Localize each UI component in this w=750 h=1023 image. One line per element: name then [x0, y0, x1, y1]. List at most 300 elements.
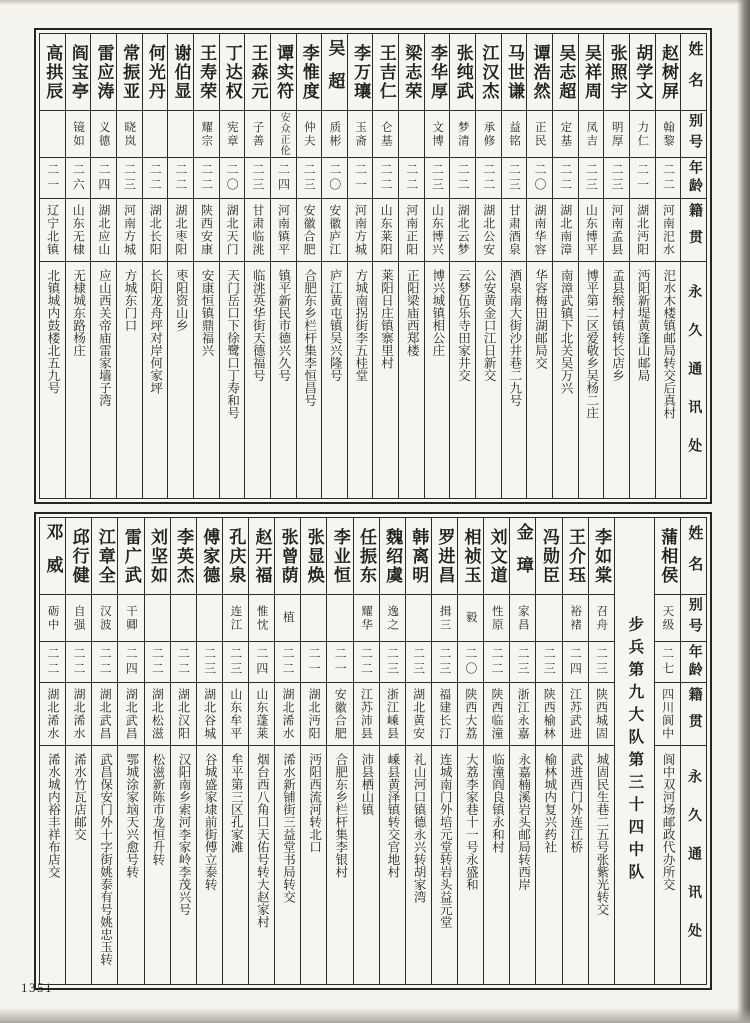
name-cell: 任振东: [354, 518, 379, 595]
alias-cell: 耀华: [354, 595, 379, 642]
address-cell: 天门岳口下徐鹭口丁寿和号: [225, 269, 240, 419]
age-cell: 二四: [91, 158, 116, 199]
name-cell: 雷应涛: [91, 34, 116, 111]
header-cell: 别号: [681, 595, 706, 642]
origin-cell: 河南汜水: [656, 199, 681, 262]
entry-column: [326, 518, 352, 984]
address-cell: 南漳武镇下北关吴万兴: [559, 269, 574, 394]
scan-edge-top: [0, 0, 750, 5]
age-cell: 二二: [354, 642, 379, 683]
address-cell: 临潼阎良镇永和村: [490, 753, 505, 853]
origin-cell: 山东牟平: [223, 683, 248, 746]
address-cell: 博平第二区爱敬乡吴杨二庄: [584, 269, 599, 419]
section-title-column: [614, 518, 654, 984]
alias-cell: [171, 595, 196, 642]
entry-column: [588, 518, 614, 984]
origin-cell: 安徽庐江: [322, 199, 347, 262]
name-cell: 丁达权: [220, 34, 245, 111]
entry-column: [219, 34, 245, 498]
name-cell: 李华厚: [425, 34, 450, 111]
alias-cell: 毅: [458, 595, 483, 642]
origin-cell: 河南正阳: [399, 199, 424, 262]
address-cell: 云梦伍乐寺田家井交: [456, 269, 471, 382]
address-cell: 榆林城内复兴药社: [542, 753, 557, 853]
origin-cell: 河南镇平: [271, 199, 296, 262]
age-cell: 二一: [327, 642, 352, 683]
header-column: [680, 34, 706, 498]
age-cell: 二三: [223, 642, 248, 683]
address-cell: 嵊县黄泽镇转交官地村: [385, 753, 400, 878]
alias-cell: [406, 595, 431, 642]
name-cell: 胡学文: [630, 34, 655, 111]
address-cell: 正阳梁庙西郑楼: [405, 269, 420, 357]
age-cell: 二三: [245, 158, 270, 199]
address-cell: 礼山河口镇德永兴转胡家湾: [412, 753, 427, 903]
entry-column: [457, 518, 483, 984]
origin-cell: 陕西安康: [194, 199, 219, 262]
name-cell: 冯勋臣: [536, 518, 561, 595]
roster-grid: [39, 517, 707, 985]
entry-column: [90, 34, 116, 498]
name-cell: 蒲相侯: [655, 518, 680, 595]
name-cell: 常振亚: [117, 34, 142, 111]
header-cell: 永久通讯处: [686, 283, 702, 477]
name-cell: 谢伯显: [168, 34, 193, 111]
header-cell: 籍贯: [681, 199, 706, 262]
age-cell: 二四: [118, 642, 143, 683]
name-cell: 吴超: [322, 34, 347, 111]
entry-column: [509, 518, 535, 984]
address-cell: 方城东门口: [122, 269, 137, 332]
origin-cell: 湖北枣阳: [168, 199, 193, 262]
origin-cell: 湖北汉阳: [171, 683, 196, 746]
origin-cell: 山东蓬莱: [249, 683, 274, 746]
origin-cell: 湖北云梦: [450, 199, 475, 262]
alias-cell: 凤吉: [579, 111, 604, 158]
alias-cell: 惟忱: [249, 595, 274, 642]
alias-cell: 定基: [553, 111, 578, 158]
address-cell: 合肥东乡栏杆集李恒昌号: [302, 269, 317, 407]
name-cell: 高拱辰: [40, 34, 65, 111]
age-cell: 二二: [476, 158, 501, 199]
name-cell: 李万瓖: [348, 34, 373, 111]
name-cell: 王吉仁: [373, 34, 398, 111]
name-cell: 刘文道: [484, 518, 509, 595]
header-cell: 姓名: [681, 518, 706, 595]
age-cell: 二三: [380, 642, 405, 683]
address-cell: 连城南门外培元堂转岩头益元堂: [438, 753, 453, 928]
name-cell: 张曾荫: [275, 518, 300, 595]
address-cell: 阆中双河场邮政代办所交: [661, 753, 676, 891]
alias-cell: [536, 595, 561, 642]
name-cell: 李英杰: [171, 518, 196, 595]
origin-cell: 湖北应山: [91, 199, 116, 262]
entry-column: [526, 34, 552, 498]
address-cell: 浠水城内裕丰祥布店交: [46, 753, 61, 878]
age-cell: 二四: [249, 642, 274, 683]
age-cell: 二〇: [220, 158, 245, 199]
address-cell: 公安黄金口江日新交: [482, 269, 497, 382]
address-cell: 北镇城内鼓楼北五九号: [46, 269, 61, 394]
origin-cell: 山东博兴: [425, 199, 450, 262]
entry-column: [578, 34, 604, 498]
age-cell: 二三: [406, 642, 431, 683]
entry-column: [405, 518, 431, 984]
alias-cell: 文博: [425, 111, 450, 158]
alias-cell: [197, 595, 222, 642]
header-cell: 年龄: [681, 642, 706, 683]
age-cell: 二三: [197, 642, 222, 683]
age-cell: 二三: [297, 158, 322, 199]
address-cell: 烟台西八角口天佑号转大赵家村: [255, 753, 270, 928]
name-cell: 王介珏: [563, 518, 588, 595]
age-cell: 二二: [143, 158, 168, 199]
age-cell: 二二: [145, 642, 170, 683]
age-cell: 二七: [655, 642, 680, 683]
origin-cell: 安徽合肥: [297, 199, 322, 262]
name-cell: 江章全: [92, 518, 117, 595]
entry-column: [116, 34, 142, 498]
entry-column: [431, 518, 457, 984]
age-cell: 二三: [536, 642, 561, 683]
entry-column: [296, 34, 322, 498]
origin-cell: 浙江永嘉: [510, 683, 535, 746]
age-cell: 二三: [425, 158, 450, 199]
entry-column: [144, 518, 170, 984]
address-cell: 沔阳西流河转北口: [307, 753, 322, 853]
name-cell: 江汉杰: [476, 34, 501, 111]
age-cell: 二三: [432, 642, 457, 683]
name-cell: 马世谦: [502, 34, 527, 111]
age-cell: 二一: [348, 158, 373, 199]
origin-cell: 浙江嵊县: [380, 683, 405, 746]
entry-column: [398, 34, 424, 498]
header-cell: 别号: [681, 111, 706, 158]
name-cell: 谭浩然: [527, 34, 552, 111]
alias-cell: 连江: [223, 595, 248, 642]
origin-cell: 山东莱阳: [373, 199, 398, 262]
origin-cell: 湖北松滋: [145, 683, 170, 746]
age-cell: 二四: [563, 642, 588, 683]
alias-cell: 仲夫: [297, 111, 322, 158]
alias-cell: [145, 595, 170, 642]
origin-cell: 湖北长阳: [143, 199, 168, 262]
name-cell: 魏绍虞: [380, 518, 405, 595]
name-cell: 孔庆泉: [223, 518, 248, 595]
entry-column: [196, 518, 222, 984]
entry-column: [167, 34, 193, 498]
age-cell: 二二: [92, 642, 117, 683]
name-cell: 邓威: [40, 518, 65, 595]
origin-cell: 福建长汀: [432, 683, 457, 746]
entry-column: [562, 518, 588, 984]
alias-cell: 力仁: [630, 111, 655, 158]
alias-cell: 砺中: [40, 595, 65, 642]
alias-cell: 义德: [91, 111, 116, 158]
origin-cell: 湖北浠水: [275, 683, 300, 746]
alias-cell: 天级: [655, 595, 680, 642]
alias-cell: 镜如: [66, 111, 91, 158]
address-cell: 沛县栖山镇: [359, 753, 374, 816]
address-cell: 谷城盛家埭前街傅立泰转: [203, 753, 218, 891]
origin-cell: 湖北天门: [220, 199, 245, 262]
age-cell: 二二: [168, 158, 193, 199]
page-number: 1351: [21, 980, 53, 995]
address-cell: 华容梅田湖邮局交: [533, 269, 548, 369]
address-cell: 镇平新民市德兴久号: [276, 269, 291, 382]
address-cell: 浠水竹瓦店邮交: [72, 753, 87, 841]
name-cell: 张照宇: [604, 34, 629, 111]
address-cell: 酒泉南大街沙井巷二九号: [507, 269, 522, 407]
alias-cell: 承修: [476, 111, 501, 158]
entry-column: [222, 518, 248, 984]
roster-table-top: [34, 28, 712, 504]
entry-column: [91, 518, 117, 984]
name-cell: 张显焕: [301, 518, 326, 595]
entry-column: [483, 518, 509, 984]
entry-column: [501, 34, 527, 498]
entry-column: [117, 518, 143, 984]
age-cell: 二一: [40, 158, 65, 199]
entry-column: [300, 518, 326, 984]
age-cell: 二〇: [322, 158, 347, 199]
alias-cell: 家昌: [510, 595, 535, 642]
header-cell: 永久通讯处: [686, 768, 701, 962]
alias-cell: 质彬: [322, 111, 347, 158]
section-title: 步兵第九大队第三十四中队: [626, 616, 644, 886]
entry-column: [274, 518, 300, 984]
address-cell: 沔阳新堤黄蓬山邮局: [636, 269, 651, 382]
name-cell: 韩离明: [406, 518, 431, 595]
origin-cell: 辽宁北镇: [40, 199, 65, 262]
origin-cell: 湖北武昌: [118, 683, 143, 746]
entry-column: [321, 34, 347, 498]
name-cell: 张纯武: [450, 34, 475, 111]
roster-table-bottom: [34, 512, 712, 990]
entry-column: [535, 518, 561, 984]
name-cell: 王森元: [245, 34, 270, 111]
alias-cell: 子善: [245, 111, 270, 158]
name-cell: 赵开福: [249, 518, 274, 595]
alias-cell: 益铭: [502, 111, 527, 158]
age-cell: 二六: [66, 158, 91, 199]
origin-cell: 湖北浠水: [40, 683, 65, 746]
origin-cell: 山东博平: [579, 199, 604, 262]
entry-column: [475, 34, 501, 498]
origin-cell: 河南孟县: [604, 199, 629, 262]
entry-column: [353, 518, 379, 984]
entry-column: [424, 34, 450, 498]
age-cell: 二三: [604, 158, 629, 199]
entry-column: [65, 518, 91, 984]
entry-column: [347, 34, 373, 498]
name-cell: 李如棠: [589, 518, 614, 595]
address-cell: 合肥东乡栏杆集李银村: [333, 753, 348, 878]
origin-cell: 四川阆中: [655, 683, 680, 746]
header-cell: 姓名: [681, 34, 706, 111]
entry-column: [65, 34, 91, 498]
name-cell: 谭实符: [271, 34, 296, 111]
alias-cell: 植: [275, 595, 300, 642]
entry-column: [552, 34, 578, 498]
age-cell: 二二: [194, 158, 219, 199]
name-cell: 金璋: [510, 518, 535, 595]
origin-cell: 甘肃临洮: [245, 199, 270, 262]
origin-cell: 湖北武昌: [92, 683, 117, 746]
name-cell: 刘坚如: [145, 518, 170, 595]
origin-cell: 湖北黄安: [406, 683, 431, 746]
name-cell: 吴祥周: [579, 34, 604, 111]
alias-cell: 裕褚: [563, 595, 588, 642]
age-cell: 二二: [450, 158, 475, 199]
header-cell: 年龄: [681, 158, 706, 199]
origin-cell: 湖北公安: [476, 199, 501, 262]
entry-column: [248, 518, 274, 984]
name-cell: 阎宝亭: [66, 34, 91, 111]
address-cell: 牟平第三区孔家滩: [229, 753, 244, 853]
origin-cell: 湖南华容: [527, 199, 552, 262]
age-cell: 二三: [589, 642, 614, 683]
alias-cell: 召舟: [589, 595, 614, 642]
scan-edge-right: [737, 0, 750, 1023]
origin-cell: 湖北浠水: [66, 683, 91, 746]
age-cell: 二二: [553, 158, 578, 199]
origin-cell: 安徽合肥: [327, 683, 352, 746]
entry-column: [142, 34, 168, 498]
address-cell: 汉阳南乡索河李家岭李茂兴号: [176, 753, 191, 916]
origin-cell: 陕西大荔: [458, 683, 483, 746]
age-cell: 二一: [301, 642, 326, 683]
alias-cell: [399, 111, 424, 158]
origin-cell: 湖北南漳: [553, 199, 578, 262]
name-cell: 王寿荣: [194, 34, 219, 111]
address-cell: 应山西关帝庙雷家墙子湾: [97, 269, 112, 407]
alias-cell: 逸之: [380, 595, 405, 642]
address-cell: 永嘉楠溪岩头邮局转西岸: [516, 753, 531, 891]
alias-cell: 安众正伦: [271, 111, 296, 158]
age-cell: 二三: [117, 158, 142, 199]
alias-cell: 耀宗: [194, 111, 219, 158]
age-cell: 二二: [484, 642, 509, 683]
alias-cell: 揖三: [432, 595, 457, 642]
name-cell: 傅家德: [197, 518, 222, 595]
origin-cell: 江苏沛县: [354, 683, 379, 746]
alias-cell: 宪章: [220, 111, 245, 158]
age-cell: 二二: [66, 642, 91, 683]
entry-column: [655, 34, 681, 498]
name-cell: 相祯玉: [458, 518, 483, 595]
address-cell: 长阳龙舟坪对岸何家坪: [148, 269, 163, 394]
entry-column: [40, 34, 65, 498]
entry-column: [170, 518, 196, 984]
address-cell: 鄂城涂家垴天兴愈号转: [124, 753, 139, 878]
origin-cell: 河南方城: [348, 199, 373, 262]
age-cell: 二二: [373, 158, 398, 199]
header-column: [680, 518, 706, 984]
name-cell: 赵树屏: [656, 34, 681, 111]
age-cell: 二〇: [527, 158, 552, 199]
entry-column: [379, 518, 405, 984]
origin-cell: 陕西城固: [589, 683, 614, 746]
alias-cell: 正民: [527, 111, 552, 158]
origin-cell: 湖北沔阳: [301, 683, 326, 746]
entry-column: [603, 34, 629, 498]
name-cell: 罗进昌: [432, 518, 457, 595]
entry-column: [372, 34, 398, 498]
address-cell: 松滋新陈市龙恒升转: [150, 753, 165, 866]
age-cell: 二三: [579, 158, 604, 199]
alias-cell: 自强: [66, 595, 91, 642]
origin-cell: 湖北沔阳: [630, 199, 655, 262]
age-cell: 二二: [656, 158, 681, 199]
header-cell: 籍贯: [681, 683, 706, 746]
address-cell: 城固民生巷二五号张紫光转交: [594, 753, 609, 916]
origin-cell: 河南方城: [117, 199, 142, 262]
entry-column: [449, 34, 475, 498]
address-cell: 安康恒镇鼎福兴: [199, 269, 214, 357]
entry-column: [40, 518, 65, 984]
alias-cell: [327, 595, 352, 642]
age-cell: 二〇: [458, 642, 483, 683]
entry-column: [193, 34, 219, 498]
roster-grid: [39, 33, 707, 499]
age-cell: 二四: [271, 158, 296, 199]
address-cell: 莱阳日庄镇寨里村: [379, 269, 394, 369]
age-cell: 二二: [171, 642, 196, 683]
origin-cell: 陕西榆林: [536, 683, 561, 746]
age-cell: 二三: [510, 642, 535, 683]
origin-cell: 江苏武进: [563, 683, 588, 746]
entry-column: [244, 34, 270, 498]
origin-cell: 陕西临潼: [484, 683, 509, 746]
alias-cell: 性原: [484, 595, 509, 642]
name-cell: 梁志荣: [399, 34, 424, 111]
address-cell: 孟县缑村镇转长店乡: [610, 269, 625, 382]
alias-cell: 汉波: [92, 595, 117, 642]
alias-cell: 翰黎: [656, 111, 681, 158]
alias-cell: [168, 111, 193, 158]
alias-cell: 干卿: [118, 595, 143, 642]
alias-cell: 玉斋: [348, 111, 373, 158]
address-cell: 庐江黄屯镇吴兴隆号: [328, 269, 343, 382]
name-cell: 邱行健: [66, 518, 91, 595]
alias-cell: [40, 111, 65, 158]
address-cell: 枣阳资山乡: [174, 269, 189, 332]
address-cell: 武进西门外连江桥: [568, 753, 583, 853]
address-cell: 无棣城东路杨庄: [71, 269, 86, 357]
origin-cell: 湖北谷城: [197, 683, 222, 746]
scan-edge-bottom: [0, 1008, 750, 1023]
name-cell: 李业恒: [327, 518, 352, 595]
name-cell: 李惟度: [297, 34, 322, 111]
address-cell: 临洮英华街天德福号: [251, 269, 266, 382]
entry-column: [654, 518, 680, 984]
age-cell: 二二: [40, 642, 65, 683]
alias-cell: 仑基: [373, 111, 398, 158]
address-cell: 博兴城镇相公庄: [430, 269, 445, 357]
address-cell: 大荔李家巷十一号永盛和: [464, 753, 479, 891]
alias-cell: 梦清: [450, 111, 475, 158]
age-cell: 二二: [399, 158, 424, 199]
address-cell: 方城南拐街李五桂堂: [353, 269, 368, 382]
age-cell: 二三: [502, 158, 527, 199]
name-cell: 雷广武: [118, 518, 143, 595]
alias-cell: 晓岚: [117, 111, 142, 158]
entry-column: [629, 34, 655, 498]
origin-cell: 山东无棣: [66, 199, 91, 262]
alias-cell: [143, 111, 168, 158]
address-cell: 浠水新铺街三益堂书局转交: [281, 753, 296, 903]
